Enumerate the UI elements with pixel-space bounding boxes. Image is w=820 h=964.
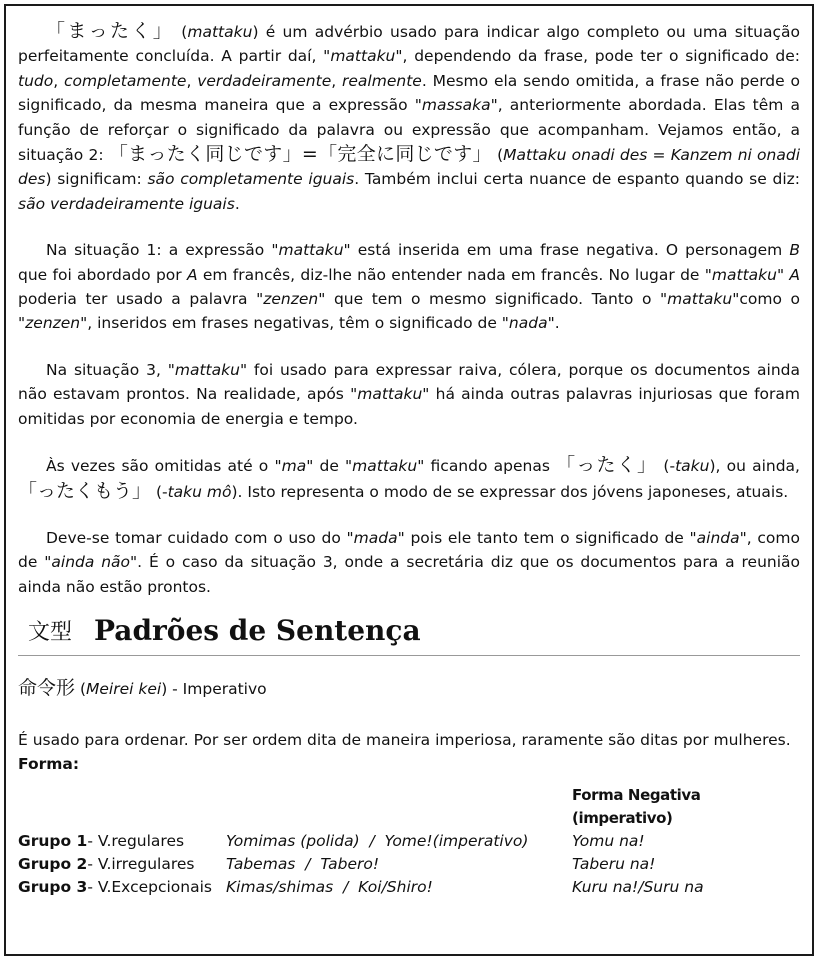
text-run: poderia ter usado a palavra ": [18, 290, 264, 309]
paragraph-situation-3: [18, 358, 800, 431]
text-run: Na situação 1: a expressão ": [46, 241, 279, 260]
romaji-term: zenzen: [263, 290, 319, 309]
text-run: " pois ele tanto tem o significado de ": [397, 528, 697, 547]
header-spacer: [18, 784, 226, 830]
paragraph-situation-1: [18, 238, 800, 336]
character-name: A: [789, 265, 800, 284]
text-run: " está inserida em uma frase negativa. O personagem: [343, 241, 790, 260]
table-header-row: [18, 784, 800, 830]
text-run: ,: [186, 71, 198, 90]
text-run: ) significam:: [45, 170, 148, 189]
jp-mattaku: 「まったく」: [46, 20, 175, 42]
text-run: ,: [331, 71, 343, 90]
negative-form: Kuru na!/Suru na: [572, 878, 704, 897]
text-run: ": [776, 265, 790, 284]
text-run: ". É o caso da situação 3, onde a secretária diz que os documentos para a reunião ainda não estão prontos.: [18, 553, 800, 596]
paragraph-mattaku-intro: [18, 19, 800, 216]
text-run: (: [174, 23, 188, 41]
text-run: .: [234, 194, 240, 213]
text-run: . Também inclui certa nuance de espanto quando se diz:: [354, 170, 801, 189]
text-run: ", anteriormente abordada. Elas têm a função de reforçar o significado da palavra ou expressão que acompanham. Vejamos então, a situação 2:: [18, 96, 800, 165]
heading-title: Padrões de Sentença: [94, 614, 421, 648]
romaji-term: mattaku: [330, 47, 396, 66]
romaji-term: mattaku: [667, 290, 733, 309]
romaji-term: mattaku: [357, 385, 423, 404]
text-run: ,: [53, 71, 64, 90]
table-row: [18, 876, 800, 899]
text-run: em francês, diz-lhe não entender nada em francês. No lugar de ": [197, 265, 712, 284]
paragraph-omissions: [18, 453, 800, 504]
header-spacer: [226, 784, 572, 830]
group-cell: [18, 853, 226, 876]
verb-type: - V.irregulares: [87, 855, 195, 874]
table-row: [18, 830, 800, 853]
text-run: . Mesmo ela sendo omitida, a frase não perde o significado, da mesma maneira que a expressão ": [18, 71, 800, 115]
meaning-term: completamente: [64, 71, 187, 90]
text-run: ", como de ": [18, 528, 801, 572]
meaning-term: nada: [508, 314, 548, 333]
romaji-term: taku mô: [167, 482, 232, 501]
text-run: ). Isto representa o modo de se expressar dos jóvens japoneses, atuais.: [231, 482, 789, 501]
meaning-term: são completamente iguais: [147, 170, 355, 189]
meaning-term: verdadeiramente: [197, 71, 332, 90]
text-run: ", inseridos em frases negativas, têm o significado de ": [80, 314, 509, 333]
usage-text: É usado para ordenar. Por ser ordem dita de maneira imperiosa, raramente são ditas por mulheres.: [18, 730, 791, 749]
text-run: ) é um advérbio usado para indicar algo completo ou uma situação perfeitamente concluída. A partir daí, ": [18, 23, 800, 66]
text-run: ) - Imperativo: [161, 680, 267, 699]
text-run: ", dependendo da frase, pode ter o significado de:: [395, 47, 800, 66]
negative-form-header: Forma Negativa (imperativo): [572, 786, 701, 828]
text-run: " de ": [306, 457, 353, 476]
romaji-term: Mattaku onadi des = Kanzem ni onadi des: [18, 146, 801, 189]
subheading-jp: 命令形: [18, 677, 76, 700]
meaning-term: ainda: [696, 528, 740, 547]
romaji-term: mattaku: [174, 360, 240, 379]
verb-groups-table: [18, 784, 800, 899]
text-run: Deve-se tomar cuidado com o uso do ": [46, 528, 354, 547]
verb-forms: Tabemas / Tabero!: [226, 855, 380, 874]
group-name: Grupo 2: [18, 855, 88, 874]
character-name: A: [186, 265, 198, 284]
text-run: que foi abordado por: [18, 265, 187, 284]
section-heading: [18, 611, 800, 656]
romaji-term: ma: [281, 457, 307, 476]
romaji-term: mattaku: [352, 457, 418, 476]
romaji-term: mattaku: [187, 23, 253, 41]
meaning-term: tudo: [18, 71, 54, 90]
text-run: (-: [657, 457, 676, 476]
forma-label: Forma:: [18, 754, 80, 773]
romaji-term: mada: [353, 528, 398, 547]
group-cell: [18, 830, 226, 853]
text-run: Às vezes são omitidas até o ": [46, 457, 282, 476]
document-content: [18, 19, 800, 899]
meaning-term: são verdadeiramente iguais: [18, 194, 235, 213]
jp-ttaku-mou: 「ったくもう」: [18, 479, 152, 502]
text-run: (: [491, 146, 504, 165]
romaji-term: mattaku: [711, 265, 777, 284]
text-run: " ficando apenas: [417, 457, 557, 476]
text-run: ".: [547, 314, 560, 333]
group-name: Grupo 1: [18, 832, 88, 851]
text-run: Na situação 3, ": [46, 360, 175, 379]
text-run: " que tem o mesmo significado. Tanto o ": [318, 290, 668, 309]
jp-example: 「まったく同じです」=「完全に同じです」: [108, 143, 492, 166]
group-name: Grupo 3: [18, 878, 88, 897]
text-run: (: [75, 680, 86, 699]
verb-forms: Yomimas (polida) / Yome!(imperativo): [226, 832, 529, 851]
verb-type: - V.regulares: [87, 832, 185, 851]
negative-form: Yomu na!: [572, 832, 645, 851]
heading-jp: 文型: [28, 620, 73, 646]
subheading-imperative: [18, 676, 800, 701]
verb-forms: Kimas/shimas / Koi/Shiro!: [226, 878, 433, 897]
text-run: " foi usado para expressar raiva, cólera, porque os documentos ainda não estavam prontos. Na realidade, após ": [18, 360, 800, 404]
romaji-term: massaka: [421, 96, 491, 115]
text-run: "como o ": [18, 290, 800, 333]
meaning-term: realmente: [342, 71, 422, 90]
paragraph-mada: [18, 526, 800, 599]
verb-type: - V.Excepcionais: [87, 878, 212, 897]
romaji-term: Meirei kei: [86, 680, 162, 699]
meaning-term: ainda não: [51, 553, 131, 572]
text-run: " há ainda outras palavras injuriosas que foram omitidas por economia de energia e tempo.: [18, 385, 800, 428]
text-run: ), ou ainda,: [709, 457, 800, 476]
romaji-term: zenzen: [25, 314, 81, 333]
group-cell: [18, 876, 226, 899]
text-run: (-: [151, 482, 168, 501]
document-page: [4, 4, 814, 956]
table-row: [18, 853, 800, 876]
negative-form: Taberu na!: [572, 855, 656, 874]
jp-ttaku: 「ったく」: [556, 454, 658, 477]
character-name: B: [789, 241, 800, 260]
romaji-term: taku: [675, 457, 710, 476]
romaji-term: mattaku: [278, 241, 344, 260]
